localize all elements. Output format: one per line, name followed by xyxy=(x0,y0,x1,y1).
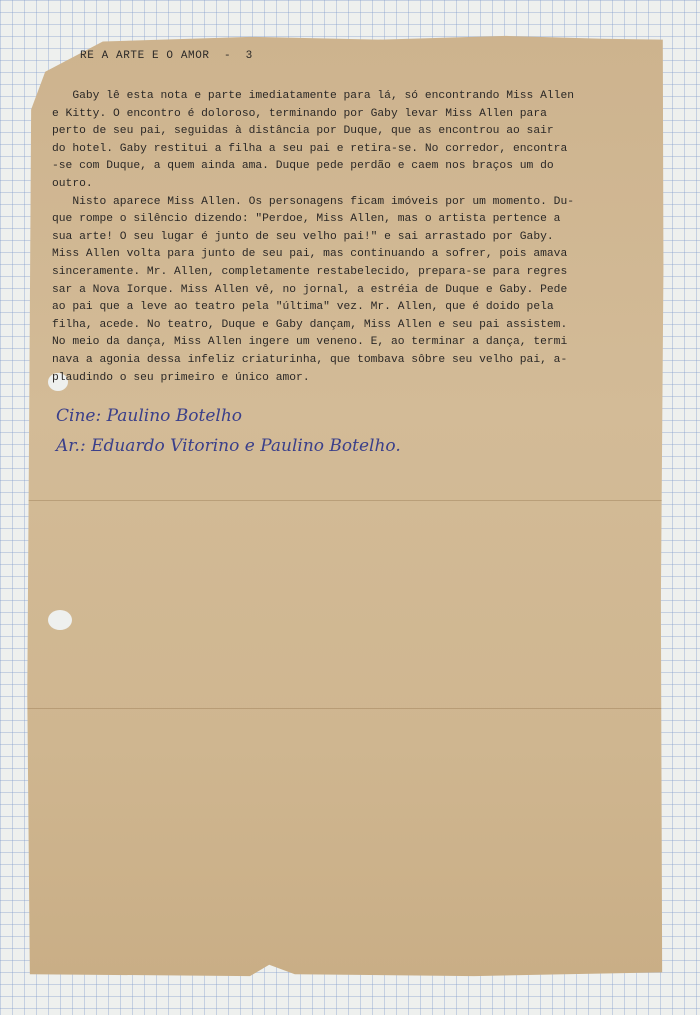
handwritten-note-cine: Cine: Paulino Botelho xyxy=(56,406,243,426)
text-line: sar a Nova Iorque. Miss Allen vê, no jornal, a estréia de Duque e Gaby. Pede xyxy=(52,283,568,296)
text-line: que rompe o silêncio dizendo: "Perdoe, Miss Allen, mas o artista pertence a xyxy=(52,213,561,226)
text-line: ao pai que a leve ao teatro pela "última" vez. Mr. Allen, que é doido pela xyxy=(52,301,554,314)
text-line: do hotel. Gaby restitui a filha a seu pai e retira-se. No corredor, encontra xyxy=(52,142,568,155)
fold-line xyxy=(26,708,666,709)
text-line: filha, acede. No teatro, Duque e Gaby dançam, Miss Allen e seu pai assistem. xyxy=(52,318,568,331)
text-line: Miss Allen volta para junto de seu pai, mas continuando a sofrer, pois amava xyxy=(52,248,568,261)
text-line: perto de seu pai, seguidas à distância por Duque, que as encontrou ao sair xyxy=(52,125,554,138)
text-line: plaudindo o seu primeiro e único amor. xyxy=(52,371,310,384)
text-line: e Kitty. O encontro é doloroso, terminando por Gaby levar Miss Allen para xyxy=(52,107,547,120)
text-line: nava a agonia dessa infeliz criaturinha, que tombava sôbre seu velho pai, a- xyxy=(52,353,568,366)
text-line: -se com Duque, a quem ainda ama. Duque pede perdão e caem nos braços um do xyxy=(52,160,554,173)
punch-hole xyxy=(48,610,72,630)
fold-line xyxy=(26,500,666,501)
text-line: Gaby lê esta nota e parte imediatamente para lá, só encontrando Miss Allen xyxy=(52,90,575,102)
text-line: sinceramente. Mr. Allen, completamente restabelecido, prepara-se para regres xyxy=(52,265,568,278)
page-header: RE A ARTE E O AMOR - 3 xyxy=(80,50,253,62)
text-line: No meio da dança, Miss Allen ingere um veneno. E, ao terminar a dança, termi xyxy=(52,336,568,349)
text-line: outro. xyxy=(52,177,93,190)
handwritten-note-ar: Ar.: Eduardo Vitorino e Paulino Botelho. xyxy=(56,436,401,456)
text-line: sua arte! O seu lugar é junto de seu velho pai!" e sai arrastado por Gaby. xyxy=(52,230,554,243)
typed-paragraphs xyxy=(52,88,642,387)
text-line: Nisto aparece Miss Allen. Os personagens ficam imóveis por um momento. Du- xyxy=(52,195,575,208)
